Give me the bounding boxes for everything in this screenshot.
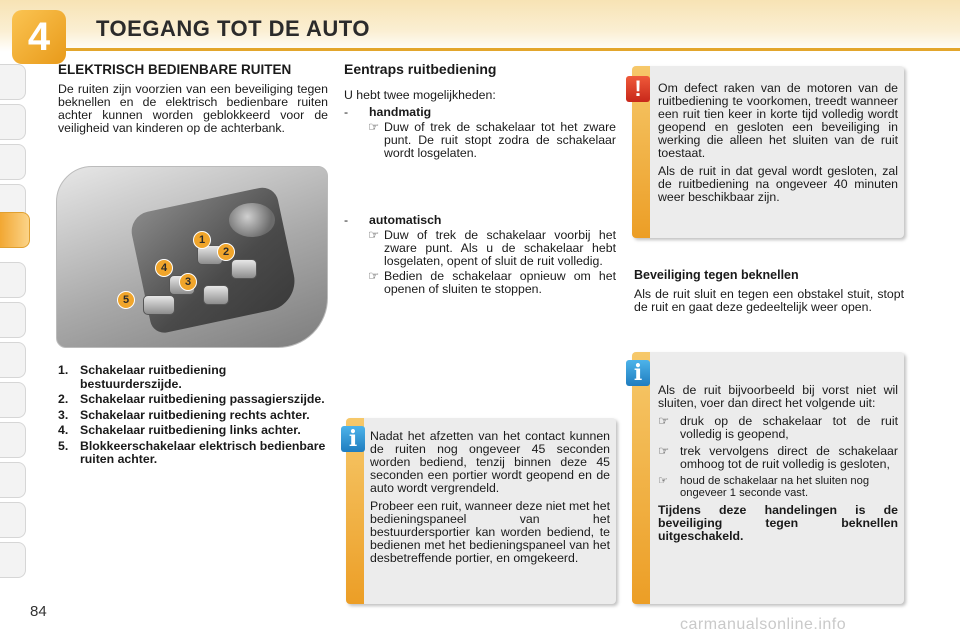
legend-item: 3. Schakelaar ruitbediening rechts achter. bbox=[58, 407, 310, 422]
pointing-hand-icon: ☞ bbox=[658, 444, 670, 458]
chapter-number-badge: 4 bbox=[12, 10, 66, 64]
anti-pinch-heading: Beveiliging tegen beknellen bbox=[634, 268, 799, 282]
chapter-tab[interactable] bbox=[0, 542, 26, 578]
anti-pinch-section bbox=[634, 268, 904, 314]
middle-column bbox=[344, 62, 616, 296]
info-note-middle-text: Nadat het afzetten van het contact kunnen de ruiten nog ongeveer 45 seconden worden bediend, tenzij binnen deze 45 seconden een portier wordt geopend en de auto wordt vergrendeld. Probeer een ruit, wanneer deze niet met het bedieningspaneel van het bestuurdersportier kan worden bediend, te bedienen met het bedieningspaneel van het desbetreffende portier, en omgekeerd. bbox=[370, 429, 610, 565]
info-note-right-text: Als de ruit bijvoorbeeld bij vorst niet wil sluiten, voer dan direct het volgende uit: ☞ druk op de schakelaar tot de ruit volledig is geopend, ☞ trek vervolgens direct de schakelaar omhoog tot de ruit volledig is gesloten, ☞ houd de schakelaar na het sluiten nog ongeveer 1 seconde vast. Tijdens deze handelingen is de beveiliging tegen beknellen uitgeschakeld. bbox=[658, 383, 898, 543]
label-badge-5: 5 bbox=[117, 291, 135, 309]
switch-2 bbox=[231, 259, 257, 279]
info-bullet: ☞ houd de schakelaar na het sluiten nog ongeveer 1 seconde vast. bbox=[658, 475, 870, 499]
watermark: carmanualsonline.info bbox=[680, 616, 847, 633]
option-automatic: - automatisch bbox=[344, 213, 442, 227]
info-icon: i bbox=[341, 426, 365, 452]
chapter-tab-active[interactable] bbox=[0, 212, 30, 248]
warning-note-text: Om defect raken van de motoren van de ruitbediening te voorkomen, treedt wanneer een ruit tien keer in korte tijd volledig wordt geopend en gesloten een beveiliging in werking die alleen het sluiten van de ruit toestaat. Als de ruit in dat geval wordt gesloten, zal de ruitbediening na ongeveer 40 minuten weer beschikbaar zijn. bbox=[658, 81, 898, 204]
label-badge-2: 2 bbox=[217, 243, 235, 261]
label-badge-4: 4 bbox=[155, 259, 173, 277]
warning-icon: ! bbox=[626, 76, 650, 102]
section-heading: Eentraps ruitbediening bbox=[344, 61, 497, 77]
label-badge-1: 1 bbox=[193, 231, 211, 249]
pointing-hand-icon: ☞ bbox=[658, 475, 669, 487]
mirror-control bbox=[229, 203, 275, 237]
chapter-tab[interactable] bbox=[0, 382, 26, 418]
legend-item: 2. Schakelaar ruitbediening passagierszijde. bbox=[58, 392, 325, 406]
chapter-tab[interactable] bbox=[0, 302, 26, 338]
pointing-hand-icon: ☞ bbox=[368, 120, 380, 134]
legend-item: 1. Schakelaar ruitbediening bestuurderszijde. bbox=[58, 363, 227, 391]
legend-item: 5. Blokkeerschakelaar elektrisch bedienbare ruiten achter. bbox=[58, 438, 326, 466]
manual-bullet: ☞ Duw of trek de schakelaar tot het zware punt. De ruit stopt zodra de schakelaar wordt losgelaten. bbox=[368, 120, 616, 160]
chapter-title: TOEGANG TOT DE AUTO bbox=[96, 16, 370, 41]
window-switch-photo bbox=[56, 166, 328, 348]
section-intro: De ruiten zijn voorzien van een beveiliging tegen beknellen en de elektrisch bedienbare ruiten achter kunnen worden geblokkeerd voor de veiligheid van kinderen op de achterbank. bbox=[58, 82, 328, 135]
note-stripe bbox=[632, 352, 650, 604]
chapter-tab[interactable] bbox=[0, 64, 26, 100]
label-badge-3: 3 bbox=[179, 273, 197, 291]
auto-bullet: ☞ Bedien de schakelaar opnieuw om het openen of sluiten te stoppen. bbox=[368, 269, 616, 296]
section-heading: ELEKTRISCH BEDIENBARE RUITEN bbox=[58, 62, 292, 77]
info-bullet: ☞ druk op de schakelaar tot de ruit volledig is geopend, bbox=[658, 414, 898, 441]
info-note-middle bbox=[346, 418, 616, 604]
chapter-tab[interactable] bbox=[0, 104, 26, 140]
anti-pinch-text: Als de ruit sluit en tegen een obstakel stuit, stopt de ruit en gaat deze gedeeltelijk weer open. bbox=[634, 287, 904, 314]
info-bullet: ☞ trek vervolgens direct de schakelaar omhoog tot de ruit volledig is gesloten, bbox=[658, 444, 898, 471]
warning-note bbox=[632, 66, 904, 238]
chapter-tab[interactable] bbox=[0, 422, 26, 458]
pointing-hand-icon: ☞ bbox=[368, 228, 380, 242]
auto-bullet: ☞ Duw of trek de schakelaar voorbij het zware punt. Als u de schakelaar hebt losgelaten, opent of sluit de ruit volledig. bbox=[368, 228, 616, 268]
options-intro: U hebt twee mogelijkheden: bbox=[344, 88, 496, 102]
chapter-tab[interactable] bbox=[0, 262, 26, 298]
chapter-tab[interactable] bbox=[0, 462, 26, 498]
switch-5 bbox=[143, 295, 175, 315]
chapter-tab[interactable] bbox=[0, 342, 26, 378]
header-rule bbox=[62, 48, 960, 51]
chapter-tab[interactable] bbox=[0, 144, 26, 180]
pointing-hand-icon: ☞ bbox=[368, 269, 380, 283]
pointing-hand-icon: ☞ bbox=[658, 414, 670, 428]
chapter-tab[interactable] bbox=[0, 502, 26, 538]
info-icon: i bbox=[626, 360, 650, 386]
left-column bbox=[58, 62, 328, 135]
page-number: 84 bbox=[30, 603, 47, 620]
info-note-right bbox=[632, 352, 904, 604]
legend-item: 4. Schakelaar ruitbediening links achter. bbox=[58, 423, 301, 437]
switch-legend bbox=[58, 364, 328, 469]
option-manual: - handmatig bbox=[344, 105, 432, 119]
switch-3 bbox=[203, 285, 229, 305]
